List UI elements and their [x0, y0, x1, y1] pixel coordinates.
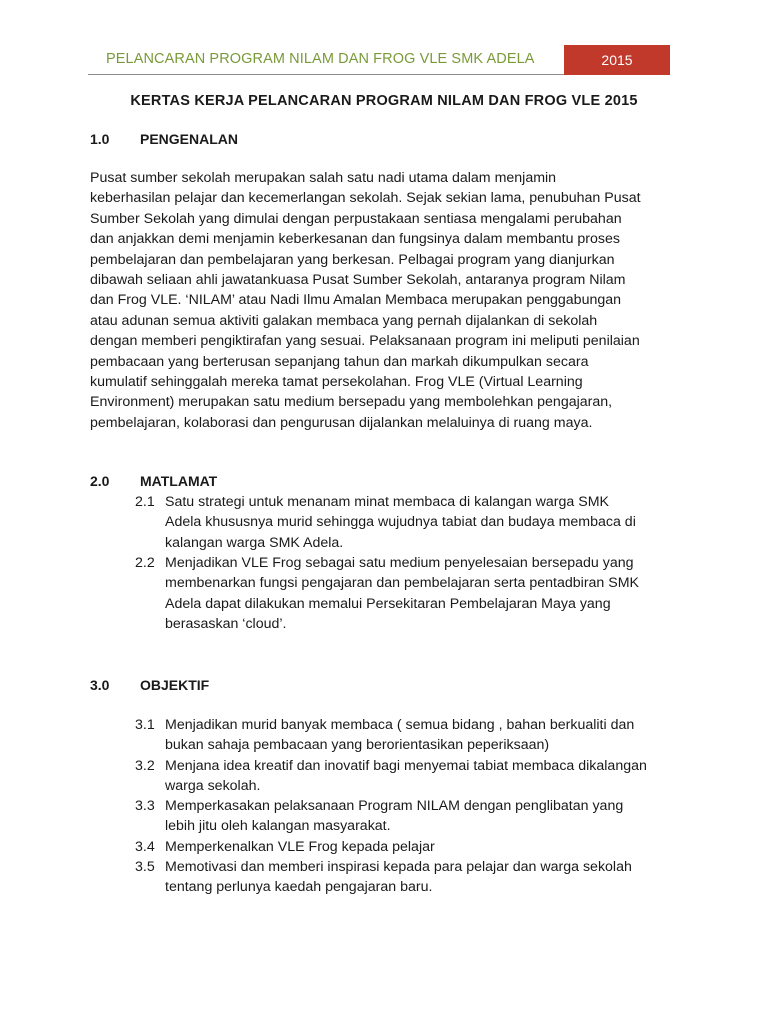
- list-item-text: Satu strategi untuk menanam minat membaca di kalangan warga SMK Adela khususnya murid sehingga wujudnya tabiat dan budaya membaca di kalangan warga SMK Adela.: [165, 494, 636, 551]
- list-item: [135, 715, 680, 756]
- list-item-text: Menjadikan VLE Frog sebagai satu medium penyelesaian bersepadu yang membenarkan fungsi pengajaran dan pembelajaran serta pentadbiran SMK Adela dapat dilakukan memalui Persekitaran Pembelajaran Maya yang berasaskan ‘cloud’.: [165, 555, 640, 633]
- list-item: [135, 796, 680, 837]
- section-title: MATLAMAT: [140, 473, 218, 489]
- list-item-number: 2.2: [135, 555, 155, 571]
- section-number: 3.0: [90, 677, 110, 693]
- list-item-number: 3.2: [135, 758, 155, 774]
- list-item-number: 3.5: [135, 859, 155, 875]
- list-item: [135, 837, 680, 857]
- list-item: [135, 553, 680, 635]
- section-number: 2.0: [90, 473, 110, 489]
- section-heading-objektif: [90, 677, 209, 693]
- page-header: [88, 45, 670, 75]
- section-title: PENGENALAN: [140, 131, 239, 147]
- list-item-number: 3.3: [135, 798, 155, 814]
- list-item-number: 3.4: [135, 839, 155, 855]
- list-item-text: Memotivasi dan memberi inspirasi kepada para pelajar dan warga sekolah tentang perlunya kaedah pengajaran baru.: [165, 859, 632, 896]
- list-item-text: Memperkasakan pelaksanaan Program NILAM dengan penglibatan yang lebih jitu oleh kalangan masyarakat.: [165, 798, 624, 835]
- list-item: [135, 857, 680, 898]
- header-year-badge: 2015: [564, 45, 670, 75]
- list-item: [135, 756, 680, 797]
- section-number: 1.0: [90, 131, 110, 147]
- section-title: OBJEKTIF: [140, 677, 210, 693]
- section-heading-matlamat: [90, 473, 217, 489]
- list-item-text: Memperkenalkan VLE Frog kepada pelajar: [165, 839, 435, 855]
- document-title: KERTAS KERJA PELANCARAN PROGRAM NILAM DAN FROG VLE 2015: [130, 93, 638, 109]
- list-item: [135, 492, 680, 553]
- header-rule: [88, 74, 564, 75]
- header-title: PELANCARAN PROGRAM NILAM DAN FROG VLE SMK ADELA: [106, 51, 535, 67]
- list-item-text: Menjana idea kreatif dan inovatif bagi menyemai tabiat membaca dikalangan warga sekolah.: [165, 758, 647, 795]
- list-item-text: Menjadikan murid banyak membaca ( semua bidang , bahan berkualiti dan bukan sahaja pembacaan yang berorientasikan peperiksaan): [165, 717, 635, 754]
- list-item-number: 2.1: [135, 494, 155, 510]
- section-heading-pengenalan: [90, 131, 238, 147]
- section-paragraph-pengenalan: Pusat sumber sekolah merupakan salah satu nadi utama dalam menjamin keberhasilan pelajar dan kecemerlangan sekolah. Sejak sekian lama, penubuhan Pusat Sumber Sekolah yang dimulai dengan perpustakaan sentiasa mengalami perubahan dan anjakkan demi menjamin keberkesanan dan fungsinya dalam membantu proses pembelajaran dan pembelajaran yang berkesan. Pelbagai program yang dianjurkan dibawah seliaan ahli jawatankuasa Pusat Sumber Sekolah, antaranya program Nilam dan Frog VLE. ‘NILAM’ atau Nadi Ilmu Amalan Membaca merupakan penggabungan atau adunan semua aktiviti galakan membaca yang pernah dijalankan di sekolah dengan memberi pengiktirafan yang sesuai. Pelaksanaan program ini meliputi penilaian pembacaan yang berterusan sepanjang tahun dan markah dikumpulkan secara kumulatif sehinggalah mereka tamat persekolahan. Frog VLE (Virtual Learning Environment) merupakan satu medium bersepadu yang membolehkan pengajaran, pembelajaran, kolaborasi dan pengurusan dijalankan melaluinya di ruang maya.: [90, 170, 641, 431]
- list-item-number: 3.1: [135, 717, 155, 733]
